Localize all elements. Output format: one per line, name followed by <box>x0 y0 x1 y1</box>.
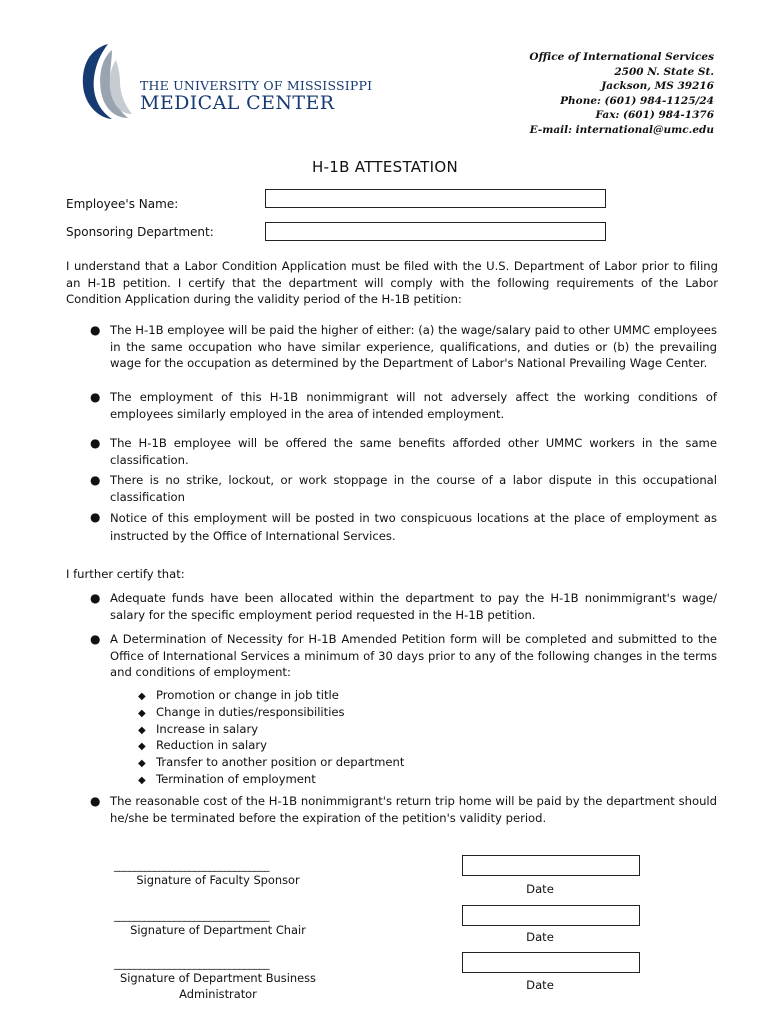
employee-name-field[interactable] <box>265 189 606 208</box>
list-item <box>138 722 404 739</box>
diamond-bullet-icon: ◆ <box>138 707 146 719</box>
list-item <box>138 688 404 705</box>
list-item <box>138 738 404 755</box>
business-admin-date-label: Date <box>526 978 554 992</box>
diamond-bullet-icon: ◆ <box>138 691 146 702</box>
department-chair-signature-label: Signature of Department Chair <box>130 923 306 937</box>
change-text: Increase in salary <box>156 721 259 736</box>
department-chair-signature-line[interactable]: _______________________________ <box>114 909 269 922</box>
faculty-sponsor-date-label: Date <box>526 882 554 896</box>
department-chair-date-label: Date <box>526 930 554 944</box>
bullet-icon: ● <box>90 794 101 808</box>
sponsoring-department-label: Sponsoring Department: <box>66 225 214 239</box>
university-logo-mark-icon <box>78 42 138 120</box>
form-title: H-1B ATTESTATION <box>312 158 458 176</box>
employee-name-label: Employee's Name: <box>66 197 179 211</box>
office-email: E-mail: international@umc.edu <box>529 123 714 136</box>
certification-text: A Determination of Necessity for H-1B Amended Petition form will be completed and submitted to the Office of International Services a minimum of 30 days prior to any of the following changes in the terms and conditions of employment: <box>110 632 717 679</box>
office-phone: Phone: (601) 984-1125/24 <box>560 94 714 107</box>
requirement-text: The H-1B employee will be offered the same benefits afforded other UMMC workers in the same classification. <box>110 436 717 467</box>
requirement-text: The H-1B employee will be paid the higher of either: (a) the wage/salary paid to other UMMC employees in the same occupation who have similar experience, qualifications, and duties or (b) the prevailing wage for the occupation as determined by the Department of Labor's National Prevailing Wage Center. <box>110 323 717 370</box>
list-item <box>138 772 404 789</box>
logo-text-line2: MEDICAL CENTER <box>140 92 335 114</box>
change-text: Transfer to another position or department <box>156 755 405 770</box>
diamond-bullet-icon: ◆ <box>138 758 146 770</box>
further-certify-heading: I further certify that: <box>66 567 185 581</box>
logo-text-line1: THE UNIVERSITY OF MISSISSIPPI <box>140 78 373 93</box>
bullet-icon: ● <box>90 436 101 450</box>
certification-text: Adequate funds have been allocated within the department to pay the H-1B nonimmigrant's wage/ salary for the specific employment period requested in the H-1B petition. <box>110 591 717 622</box>
faculty-sponsor-signature-line[interactable]: _______________________________ <box>114 859 269 872</box>
bullet-icon: ● <box>90 390 101 404</box>
office-street: 2500 N. State St. <box>614 65 714 78</box>
change-text: Promotion or change in job title <box>156 688 339 702</box>
office-name: Office of International Services <box>529 51 714 63</box>
list-item <box>138 705 404 722</box>
university-logo <box>78 42 373 122</box>
return-cost-text: The reasonable cost of the H-1B nonimmigrant's return trip home will be paid by the department should he/she be terminated before the expiration of the petition's validity period. <box>110 794 717 825</box>
changes-list <box>138 688 404 789</box>
change-text: Reduction in salary <box>156 738 267 753</box>
business-admin-date-field[interactable] <box>462 952 640 973</box>
bullet-icon: ● <box>90 473 101 487</box>
department-chair-date-field[interactable] <box>462 905 640 926</box>
office-fax: Fax: (601) 984-1376 <box>595 109 714 121</box>
change-text: Change in duties/responsibilities <box>156 704 345 719</box>
business-admin-signature-label: Signature of Department Business Administrator <box>120 971 316 1001</box>
diamond-bullet-icon: ◆ <box>138 741 146 753</box>
office-city: Jackson, MS 39216 <box>601 80 714 92</box>
bullet-icon: ● <box>90 510 101 524</box>
requirement-text: There is no strike, lockout, or work stoppage in the course of a labor dispute in this occupational classification <box>110 473 717 504</box>
bullet-icon: ● <box>90 323 101 337</box>
change-text: Termination of employment <box>156 771 316 786</box>
diamond-bullet-icon: ◆ <box>138 724 146 736</box>
diamond-bullet-icon: ◆ <box>138 774 146 786</box>
bullet-icon: ● <box>90 591 101 605</box>
office-contact-block <box>529 50 714 137</box>
business-admin-signature-line[interactable]: _______________________________ <box>114 957 269 970</box>
requirement-text: The employment of this H-1B nonimmigrant will not adversely affect the working conditions of employees similarly employed in the area of intended employment. <box>110 390 717 421</box>
list-item <box>138 755 404 772</box>
faculty-sponsor-date-field[interactable] <box>462 855 640 876</box>
intro-paragraph: I understand that a Labor Condition Application must be filed with the U.S. Department of Labor prior to filing an H-1B petition. I certify that the department will comply with the following requirements of the Labor Condition Application during the validity period of the H-1B petition: <box>66 259 718 306</box>
bullet-icon: ● <box>90 632 101 646</box>
sponsoring-department-field[interactable] <box>265 222 606 241</box>
faculty-sponsor-signature-label: Signature of Faculty Sponsor <box>136 873 300 887</box>
requirement-text: Notice of this employment will be posted in two conspicuous locations at the place of employment as instructed by the Office of International Services. <box>110 511 717 543</box>
